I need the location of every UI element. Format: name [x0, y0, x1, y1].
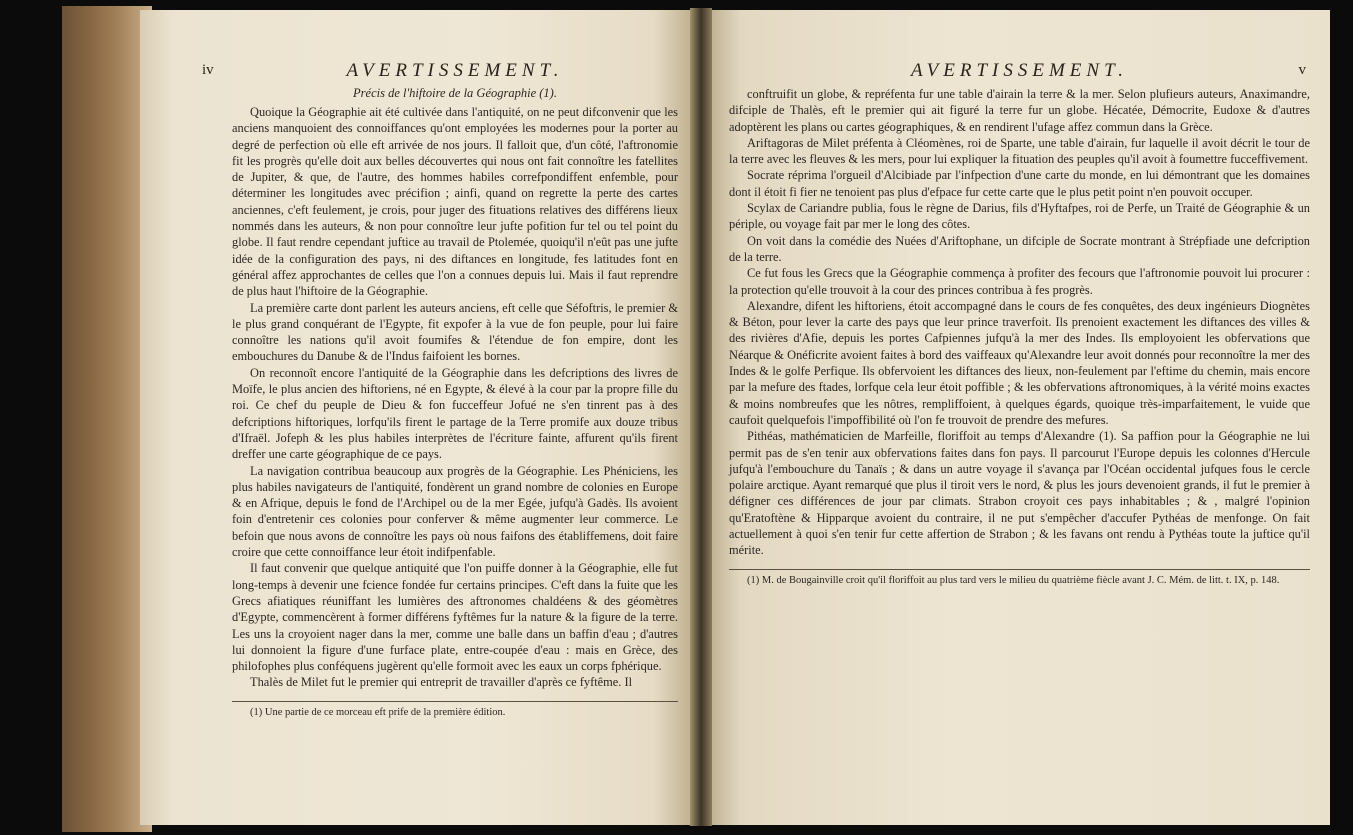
paragraph: Thalès de Milet fut le premier qui entreprit de travailler d'après ce fyftême. Il: [250, 675, 633, 690]
right-page: [704, 10, 1330, 825]
paragraph: Ce fut fous les Grecs que la Géographie commença à profiter des fecours que l'aftronomie pouvoit lui procurer : la protection qu'elle trouvoit à la cour des princes contribua à fes progrès.: [729, 266, 1310, 297]
paragraph: Alexandre, difent les hiftoriens, étoit accompagné dans le cours de fes conquêtes, des deux ingénieurs Diognètes & Béton, pour lever la carte des pays que leur prince traverfoit. Ils prenoient exactement les diftances des villes & des rivières d'Afie, depuis les portes Cafpiennes jufqu'à la mer des Indes. Ils employoient les obfervations que Néarque & Onéficrite avoient faites à bord des vaiffeaux qu'Alexandre leur avoit donnés pour reconnoître la mer des Indes & le golfe Perfique. Ils obfervoient les diftances des lieux, non-feulement par l'eftime du chemin, mais encore par la mefure des ftades, lorfque cela leur étoit poffible ; & les obfervations aftronomiques, à la vérité moins exactes & moins nombreufes que les nôtres, rempliffoient, à quelques égards, quoique très-imparfaitement, le vuide que caufoit quelquefois l'impoffibilité où l'on fe trouvoit de prendre des mefures.: [729, 298, 1310, 427]
footnote-right: (1) M. de Bougainville croit qu'il floriffoit au plus tard vers le milieu du quatrième fiècle avant J. C. Mém. de litt. t. IX, p. 148.: [747, 574, 1280, 586]
left-page: [140, 10, 698, 825]
book-gutter: [690, 8, 712, 826]
paragraph: Pithéas, mathématicien de Marfeille, floriffoit au temps d'Alexandre (1). Sa paffion pour la Géographie ne lui permit pas de s'en tenir aux obfervations faites dans fon pays. Il parcourut l'Europe depuis les colonnes d'Hercule jufqu'à l'embouchure du Tanaïs ; & dans un autre voyage il s'avança par l'Océan occidental jufques fous le cercle polaire arctique. Ayant remarqué que plus il tiroit vers le nord, & plus les jours devenoient grands, il fut le premier à défigner ces différences de jour par climats. Strabon croyoit ces pays inhabitables ; & , malgré l'opinion qu'Eratoftène & Hipparque avoient du contraire, il ne put s'empêcher d'accufer Pythéas de menfonge. On fait actuellement à quoi s'en tenir fur cette affertion de Strabon ; & les favans ont rendu à Pythéas toute la juftice qu'il mérite.: [729, 429, 1310, 558]
footnote-left: (1) Une partie de ce morceau eft prife de la première édition.: [250, 706, 506, 718]
running-head-title: AVERTISSEMENT.: [346, 60, 564, 81]
paragraph: Quoique la Géographie ait été cultivée dans l'antiquité, on ne peut difconvenir que les anciens manquoient des connoiffances qu'ont employées les modernes pour la porter au degré de perfection où elle eft arrivée de nos jours. Il falloit que, d'un côté, l'aftronomie fit les progrès qu'elle doit aux belles découvertes qui nous ont fait connoître les fatellites de Jupiter, & que, de l'autre, des hommes habiles correfpondiffent enfemble, pour déterminer les longitudes avec précifion ; ainfi, quand on regrette la perte des cartes anciennes, c'eft feulement, je crois, pour juger des fituations relatives des différens lieux nommés dans les auteurs, & non pour connoître leur jufte pofition fur tel ou tel point du globe. Il faut rendre cependant juftice au travail de Ptolemée, quoiqu'il n'eût pas une jufte idée de la configuration des pays, ni des diftances en longitude, fes latitudes font en général affez approchantes de celles que l'on a connues depuis lui. Mais il faut reprendre de plus haut l'hiftoire de la Géographie.: [232, 105, 678, 299]
book-spine: [62, 6, 152, 832]
paragraph: Socrate réprima l'orgueil d'Alcibiade par l'infpection d'une carte du monde, en lui démontrant que les domaines dont il étoit fi fier ne tenoient pas plus d'efpace fur cette carte que le plus petit point n'en pouvoit occuper.: [729, 168, 1310, 199]
paragraph: conftruifit un globe, & repréfenta fur une table d'airain la terre & la mer. Selon plufieurs auteurs, Anaximandre, difciple de Thalès, eft le premier qui ait figuré la terre fur un globe. Hécatée, Démocrite, Eudoxe & d'autres adoptèrent les plans ou cartes géographiques, & en rendirent l'ufage affez commun dans la Grèce.: [729, 87, 1310, 134]
paragraph: La première carte dont parlent les auteurs anciens, eft celle que Séfoftris, le premier & le plus grand conquérant de l'Egypte, fit expofer à la vue de fon peuple, pour lui faire connoître les nations qu'il avoit foumifes & l'étendue de fon empire, dont les embouchures du Danube & de l'Indus faifoient les bornes.: [232, 300, 678, 364]
paragraph: On reconnoît encore l'antiquité de la Géographie dans les defcriptions des livres de Moïfe, le plus ancien des hiftoriens, né en Egypte, & élevé à la cour par la propre fille du roi. Ce chef du peuple de Dieu & fon fucceffeur Jofué ne s'en tinrent pas à des defcriptions hiftoriques, lorfqu'ils firent le partage de la Terre promife aux douze tribus d'Ifraël. Jofeph & les plus habiles interprètes de l'écriture fainte, affurent qu'ils firent dreffer une carte géographique de ce pays.: [232, 365, 678, 462]
running-head-title: AVERTISSEMENT.: [911, 60, 1128, 81]
footnote-divider: [729, 569, 1310, 570]
paragraph: La navigation contribua beaucoup aux progrès de la Géographie. Les Phéniciens, les plus habiles navigateurs de l'antiquité, fondèrent un grand nombre de colonies en Europe & en Afrique, depuis le fond de l'Archipel ou de la mer Egée, jufqu'à Gadès. Ils avoient foin d'entretenir ces colonies pour conferver & même augmenter leur commerce. Le befoin que nous avons de connoître les pays où nous faifons des établiffemens, doit faire croire que cette connoiffance leur étoit indifpenfable.: [232, 463, 678, 560]
page-number-right: v: [1298, 62, 1306, 78]
paragraph: Il faut convenir que quelque antiquité que l'on puiffe donner à la Géographie, elle fut long-temps à devenir une fcience fondée fur certains principes. C'eft dans la fuite que les Grecs afiatiques réuniffant les lumières des aftronomes chaldéens & des géomètres d'Egypte, commencèrent à former différens fyftêmes fur la nature & la figure de la terre. Les uns la croyoient nager dans la mer, comme une balle dans un baffin d'eau ; d'autres lui donnoient la figure d'une furface plate, entre-coupée d'eau : mais en Grèce, des philofophes plus conféquens jugèrent qu'elle formoit avec les eaux un corps fphérique.: [232, 561, 678, 674]
running-head-right: [729, 60, 1310, 86]
running-head-left: [202, 60, 678, 86]
paragraph: On voit dans la comédie des Nuées d'Ariftophane, un difciple de Socrate montrant à Strépfiade une defcription de la terre.: [729, 233, 1310, 264]
section-subtitle: Précis de l'hiftoire de la Géographie (1).: [353, 86, 557, 100]
footnote-divider: [232, 701, 678, 702]
paragraph: Scylax de Cariandre publia, fous le règne de Darius, fils d'Hyftafpes, roi de Perfe, un Traité de Géographie & un périple, ou voyage fait par mer le long des côtes.: [729, 201, 1310, 232]
paragraph: Ariftagoras de Milet préfenta à Cléomènes, roi de Sparte, une table d'airain, fur laquelle il avoit décrit le tour de la terre avec les fleuves & les mers, pour lui expliquer la fituation des peuples qu'il avoit à foumettre fucceffivement.: [729, 135, 1310, 167]
page-number-left: iv: [202, 62, 214, 78]
